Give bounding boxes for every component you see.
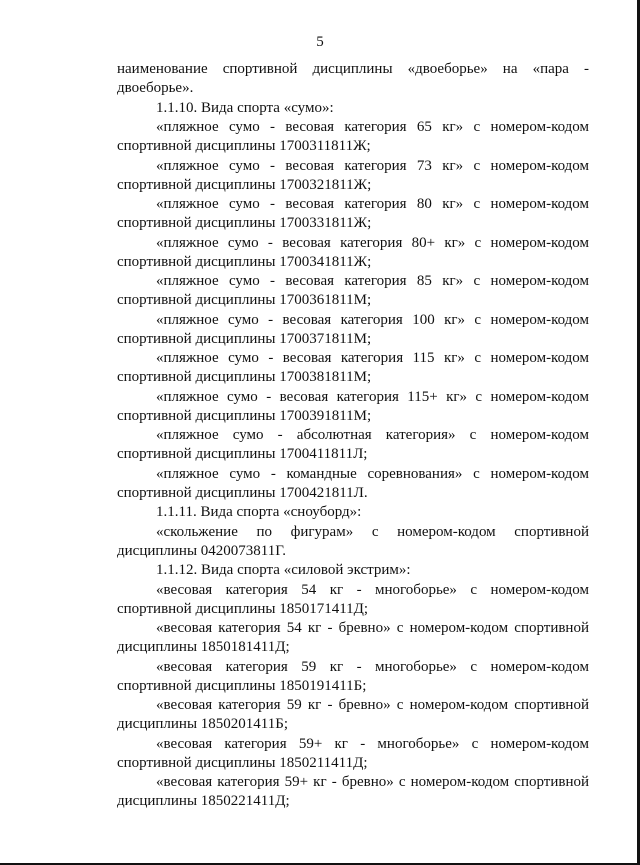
list-item: «весовая категория 54 кг - бревно» с номером-кодом спортивной дисциплины 1850181411Д; [117,620,589,655]
list-item: «пляжное сумо - весовая категория 115+ кг» с номером-кодом спортивной дисциплины 1700391811М; [117,388,589,424]
section-heading-snowboard: 1.1.11. Вида спорта «сноуборд»: [156,504,362,520]
list-item: «пляжное сумо - командные соревнования» с номером-кодом спортивной дисциплины 1700421811Л. [117,465,589,501]
list-item: «весовая категория 59 кг - бревно» с номером-кодом спортивной дисциплины 1850201411Б; [117,697,589,732]
document-body [117,60,589,812]
list-item: «весовая категория 59 кг - многоборье» с номером-кодом спортивной дисциплины 1850191411Б; [117,658,589,694]
list-item: «пляжное сумо - весовая категория 100 кг» с номером-кодом спортивной дисциплины 1700371811М; [117,311,589,347]
section-heading-strongman: 1.1.12. Вида спорта «силовой экстрим»: [156,562,411,578]
list-item: «пляжное сумо - абсолютная категория» с номером-кодом спортивной дисциплины 1700411811Л; [117,427,589,462]
list-item: «пляжное сумо - весовая категория 65 кг» с номером-кодом спортивной дисциплины 1700311811Ж; [117,119,589,154]
page-number: 5 [316,34,324,50]
list-item: «пляжное сумо - весовая категория 80+ кг» с номером-кодом спортивной дисциплины 1700341811Ж; [117,234,589,270]
section-heading-sumo: 1.1.10. Вида спорта «сумо»: [156,99,334,116]
paragraph-continuation: наименование спортивной дисциплины «двоеборье» на «пара - двоеборье». [117,61,589,96]
list-item: «весовая категория 54 кг - многоборье» с номером-кодом спортивной дисциплины 1850171411Д; [117,581,589,617]
list-item: «пляжное сумо - весовая категория 115 кг» с номером-кодом спортивной дисциплины 1700381811М; [117,350,589,385]
list-item: «пляжное сумо - весовая категория 73 кг» с номером-кодом спортивной дисциплины 1700321811Ж; [117,157,589,193]
list-item: «пляжное сумо - весовая категория 80 кг» с номером-кодом спортивной дисциплины 1700331811Ж; [117,196,589,231]
list-item: «пляжное сумо - весовая категория 85 кг» с номером-кодом спортивной дисциплины 1700361811М; [117,273,589,308]
list-item: «весовая категория 59+ кг - бревно» с номером-кодом спортивной дисциплины 1850221411Д; [117,774,589,809]
list-item: «скольжение по фигурам» с номером-кодом спортивной дисциплины 0420073811Г. [117,523,589,559]
list-item: «весовая категория 59+ кг - многоборье» с номером-кодом спортивной дисциплины 1850211411Д; [117,735,589,771]
